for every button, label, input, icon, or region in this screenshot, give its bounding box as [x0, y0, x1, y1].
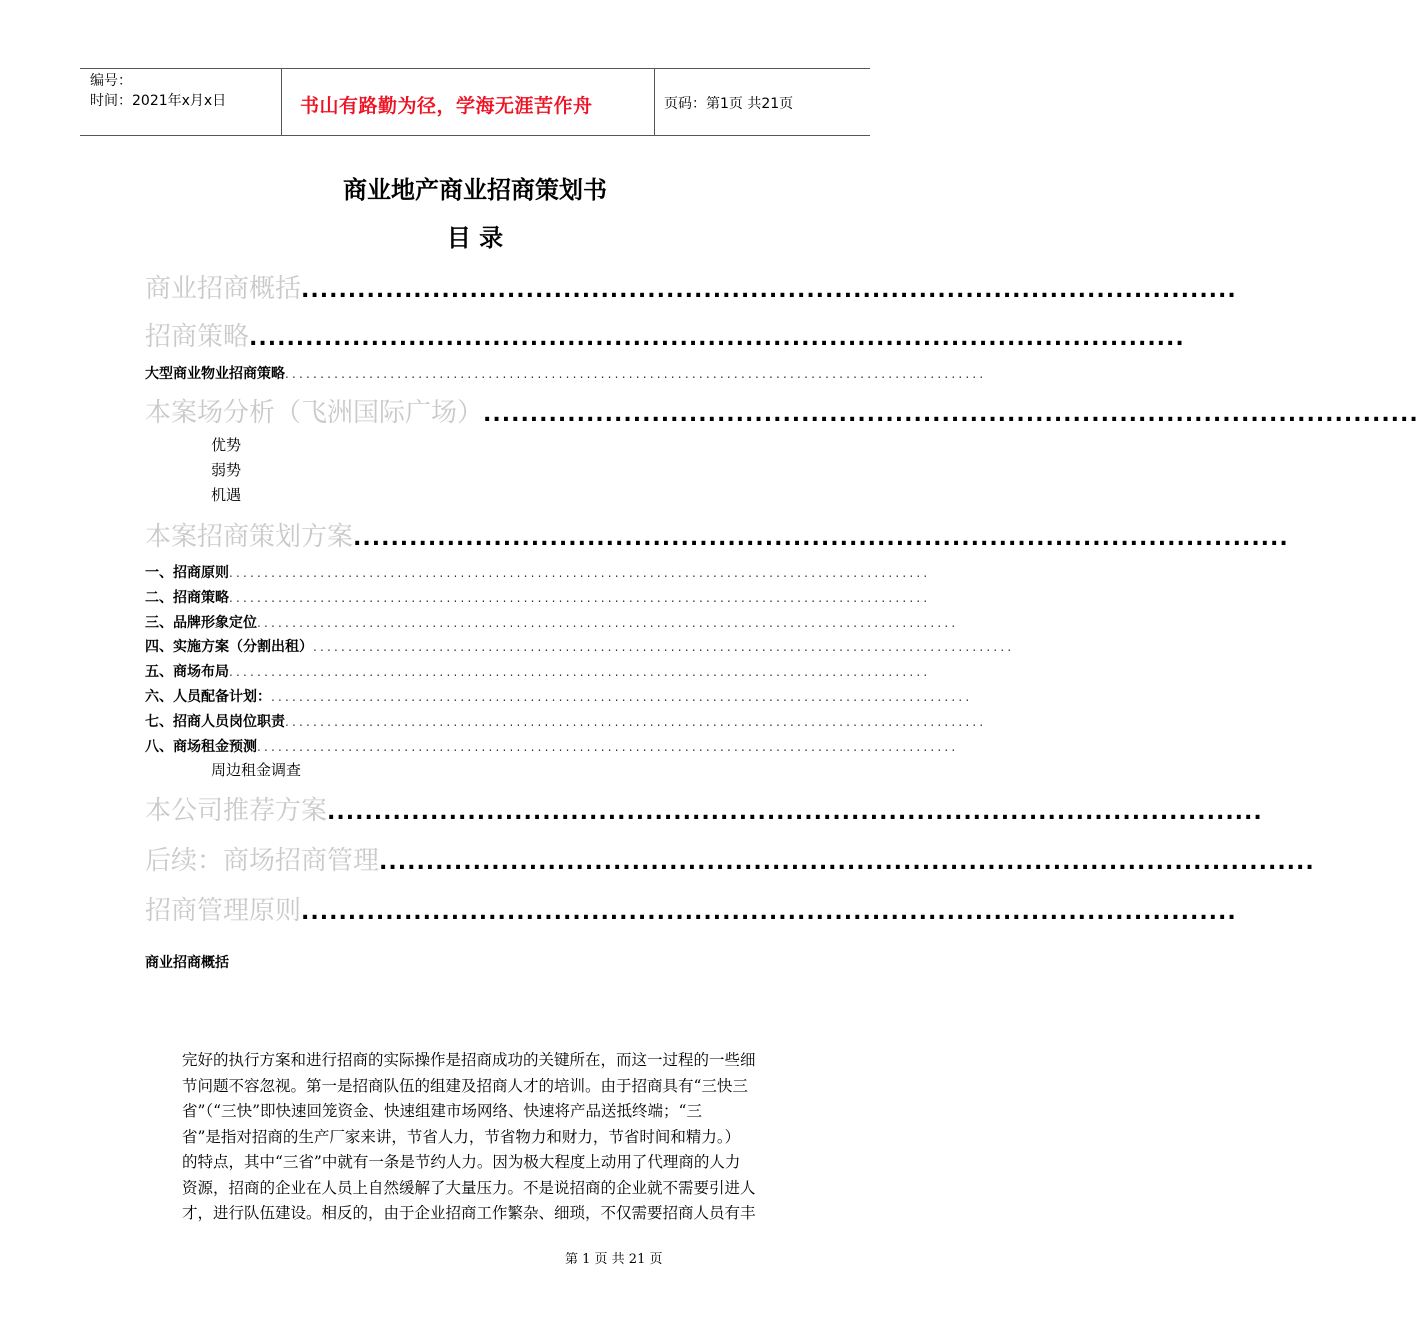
toc-leader-dots: ....................................................................................................: [257, 616, 959, 630]
toc-item[interactable]: [145, 890, 1237, 927]
toc-item-label: 大型商业物业招商策略: [145, 366, 285, 382]
toc-item-label: 本案招商策划方案: [145, 522, 354, 552]
body-paragraph: [182, 1048, 807, 1227]
header-bottom-border: [80, 135, 870, 136]
toc-leader-dots: ....................................................................................................: [483, 402, 1419, 427]
toc-leader-dots: ....................................................................................................: [229, 591, 931, 605]
section-heading: 商业招商概括: [145, 955, 229, 971]
header-top-border: [80, 68, 870, 69]
toc-leader-dots: ....................................................................................................: [327, 800, 1263, 825]
header-motto: 书山有路勤为径，学海无涯苦作舟: [300, 95, 593, 117]
document-title: 商业地产商业招商策划书: [343, 176, 607, 204]
toc-item-label: 招商策略: [145, 322, 250, 352]
toc-item[interactable]: [145, 686, 973, 706]
paragraph-line: 资源，招商的企业在人员上自然缓解了大量压力。不是说招商的企业就不需要引进人: [182, 1178, 756, 1197]
toc-item-label: 本案场分析（飞洲国际广场）: [145, 398, 484, 428]
toc-item[interactable]: [145, 562, 931, 582]
toc-item[interactable]: [145, 268, 1237, 305]
toc-item[interactable]: [145, 636, 1015, 656]
toc-item[interactable]: [145, 316, 1185, 353]
toc-item[interactable]: [145, 790, 1263, 827]
header-divider-1: [281, 68, 282, 135]
toc-subitem[interactable]: 周边租金调查: [211, 761, 302, 779]
toc-leader-dots: ....................................................................................................: [229, 665, 931, 679]
header-divider-2: [654, 68, 655, 135]
toc-leader-dots: ....................................................................................................: [301, 900, 1237, 925]
toc-subitem[interactable]: 弱势: [211, 461, 242, 479]
toc-leader-dots: ....................................................................................................: [301, 278, 1237, 303]
paragraph-line: 省”（“三快”即快速回笼资金、快速组建市场网络、快速将产品送抵终端；“三: [182, 1102, 702, 1120]
paragraph-line: 的特点，其中“三省”中就有一条是节约人力。因为极大程度上动用了代理商的人力: [182, 1153, 741, 1171]
toc-item-label: 商业招商概括: [145, 274, 302, 304]
toc-leader-dots: ....................................................................................................: [353, 526, 1289, 551]
toc-item[interactable]: [145, 516, 1289, 553]
toc-subitem[interactable]: 优势: [211, 436, 242, 454]
toc-item[interactable]: [145, 711, 987, 731]
toc-item-label: 一、招商原则: [145, 565, 229, 581]
toc-item[interactable]: [145, 363, 987, 383]
toc-item-label: 四、实施方案（分割出租）: [145, 639, 313, 655]
toc-item[interactable]: [145, 392, 1419, 429]
toc-leader-dots: ....................................................................................................: [271, 690, 973, 704]
toc-leader-dots: ....................................................................................................: [249, 326, 1185, 351]
header-number-label: 编号：: [90, 73, 132, 89]
toc-item-label: 招商管理原则: [145, 896, 302, 926]
toc-item-label: 二、招商策略: [145, 590, 229, 606]
header-page-info: 页码：第1页 共21页: [664, 96, 794, 112]
toc-item[interactable]: [145, 736, 959, 756]
toc-leader-dots: ....................................................................................................: [285, 367, 987, 381]
header-date: 时间：2021年x月x日: [90, 93, 227, 109]
toc-item[interactable]: [145, 661, 931, 681]
paragraph-line: 才，进行队伍建设。相反的，由于企业招商工作繁杂、细琐，不仅需要招商人员有丰: [182, 1204, 756, 1222]
toc-title: 目 录: [446, 224, 504, 252]
toc-leader-dots: ....................................................................................................: [285, 715, 987, 729]
toc-item-label: 三、品牌形象定位: [145, 615, 257, 631]
toc-leader-dots: ....................................................................................................: [313, 640, 1015, 654]
toc-item-label: 五、商场布局: [145, 664, 229, 680]
toc-item[interactable]: [145, 612, 959, 632]
paragraph-line: 节问题不容忽视。第一是招商队伍的组建及招商人才的培训。由于招商具有“三快三: [182, 1076, 748, 1095]
toc-item-label: 后续：商场招商管理: [145, 846, 380, 876]
toc-item[interactable]: [145, 587, 931, 607]
toc-leader-dots: ....................................................................................................: [257, 740, 959, 754]
toc-item-label: 本公司推荐方案: [145, 796, 328, 826]
toc-item[interactable]: [145, 840, 1315, 877]
page-footer: 第 1 页 共 21 页: [565, 1252, 663, 1267]
toc-leader-dots: ....................................................................................................: [229, 566, 931, 580]
toc-item-label: 八、商场租金预测: [145, 739, 257, 755]
toc-leader-dots: ....................................................................................................: [379, 850, 1315, 875]
paragraph-line: 省”是指对招商的生产厂家来讲，节省人力，节省物力和财力，节省时间和精力。）: [182, 1127, 741, 1146]
toc-item-label: 七、招商人员岗位职责: [145, 714, 285, 730]
toc-item-label: 六、人员配备计划：: [145, 689, 271, 705]
paragraph-line: 完好的执行方案和进行招商的实际操作是招商成功的关键所在，而这一过程的一些细: [182, 1051, 756, 1069]
toc-subitem[interactable]: 机遇: [211, 486, 242, 504]
